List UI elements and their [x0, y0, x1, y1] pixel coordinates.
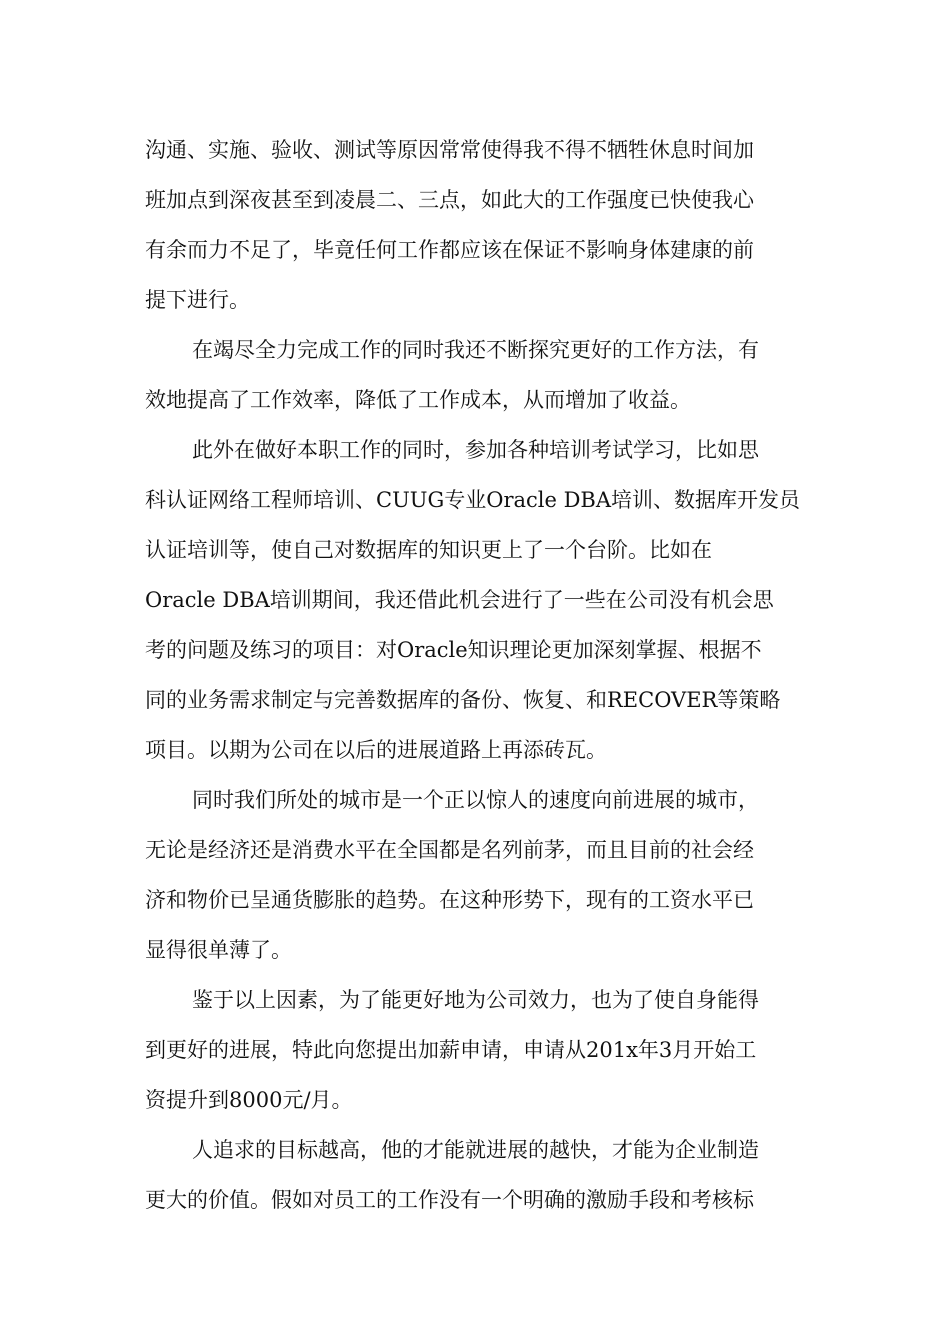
paragraph-training — [145, 425, 809, 775]
text-line: 到更好的进展，特此向您提出加薪申请，申请从201x年3月开始工 — [145, 1038, 757, 1062]
document-body — [145, 125, 809, 1225]
text-line: 此外在做好本职工作的同时，参加各种培训考试学习，比如思 — [192, 438, 759, 462]
text-line: 认证培训等，使自己对数据库的知识更上了一个台阶。比如在 — [145, 538, 712, 562]
text-line: 项目。以期为公司在以后的进展道路上再添砖瓦。 — [145, 738, 607, 762]
text-line: 无论是经济还是消费水平在全国都是名列前茅，而且目前的社会经 — [145, 838, 754, 862]
text-line: 考的问题及练习的项目：对Oracle知识理论更加深刻掌握、根据不 — [145, 638, 762, 662]
text-line: 显得很单薄了。 — [145, 938, 292, 962]
text-line: 鉴于以上因素，为了能更好地为公司效力，也为了使自身能得 — [192, 988, 759, 1012]
text-line: 有余而力不足了，毕竟任何工作都应该在保证不影响身体建康的前 — [145, 238, 754, 262]
text-line: 更大的价值。假如对员工的工作没有一个明确的激励手段和考核标 — [145, 1188, 754, 1212]
text-line: 效地提高了工作效率，降低了工作成本，从而增加了收益。 — [145, 388, 691, 412]
text-line: 在竭尽全力完成工作的同时我还不断探究更好的工作方法，有 — [192, 338, 759, 362]
text-line: 同时我们所处的城市是一个正以惊人的速度向前进展的城市， — [192, 788, 759, 812]
paragraph-goals — [145, 1125, 809, 1225]
text-line: 资提升到8000元/月。 — [145, 1088, 353, 1112]
paragraph-city-economy — [145, 775, 809, 975]
text-line: 科认证网络工程师培训、CUUG专业Oracle DBA培训、数据库开发员 — [145, 488, 801, 512]
text-line: 沟通、实施、验收、测试等原因常常使得我不得不牺牲休息时间加 — [145, 138, 754, 162]
paragraph-continued — [145, 125, 809, 325]
text-line: 同的业务需求制定与完善数据库的备份、恢复、和RECOVER等策略 — [145, 688, 781, 712]
text-line: 济和物价已呈通货膨胀的趋势。在这种形势下，现有的工资水平已 — [145, 888, 754, 912]
paragraph-work-methods — [145, 325, 809, 425]
paragraph-salary-request — [145, 975, 809, 1125]
text-line: Oracle DBA培训期间，我还借此机会进行了一些在公司没有机会思 — [145, 588, 774, 612]
text-line: 人追求的目标越高，他的才能就进展的越快，才能为企业制造 — [192, 1138, 759, 1162]
text-line: 班加点到深夜甚至到凌晨二、三点，如此大的工作强度已快使我心 — [145, 188, 754, 212]
text-line: 提下进行。 — [145, 288, 250, 312]
